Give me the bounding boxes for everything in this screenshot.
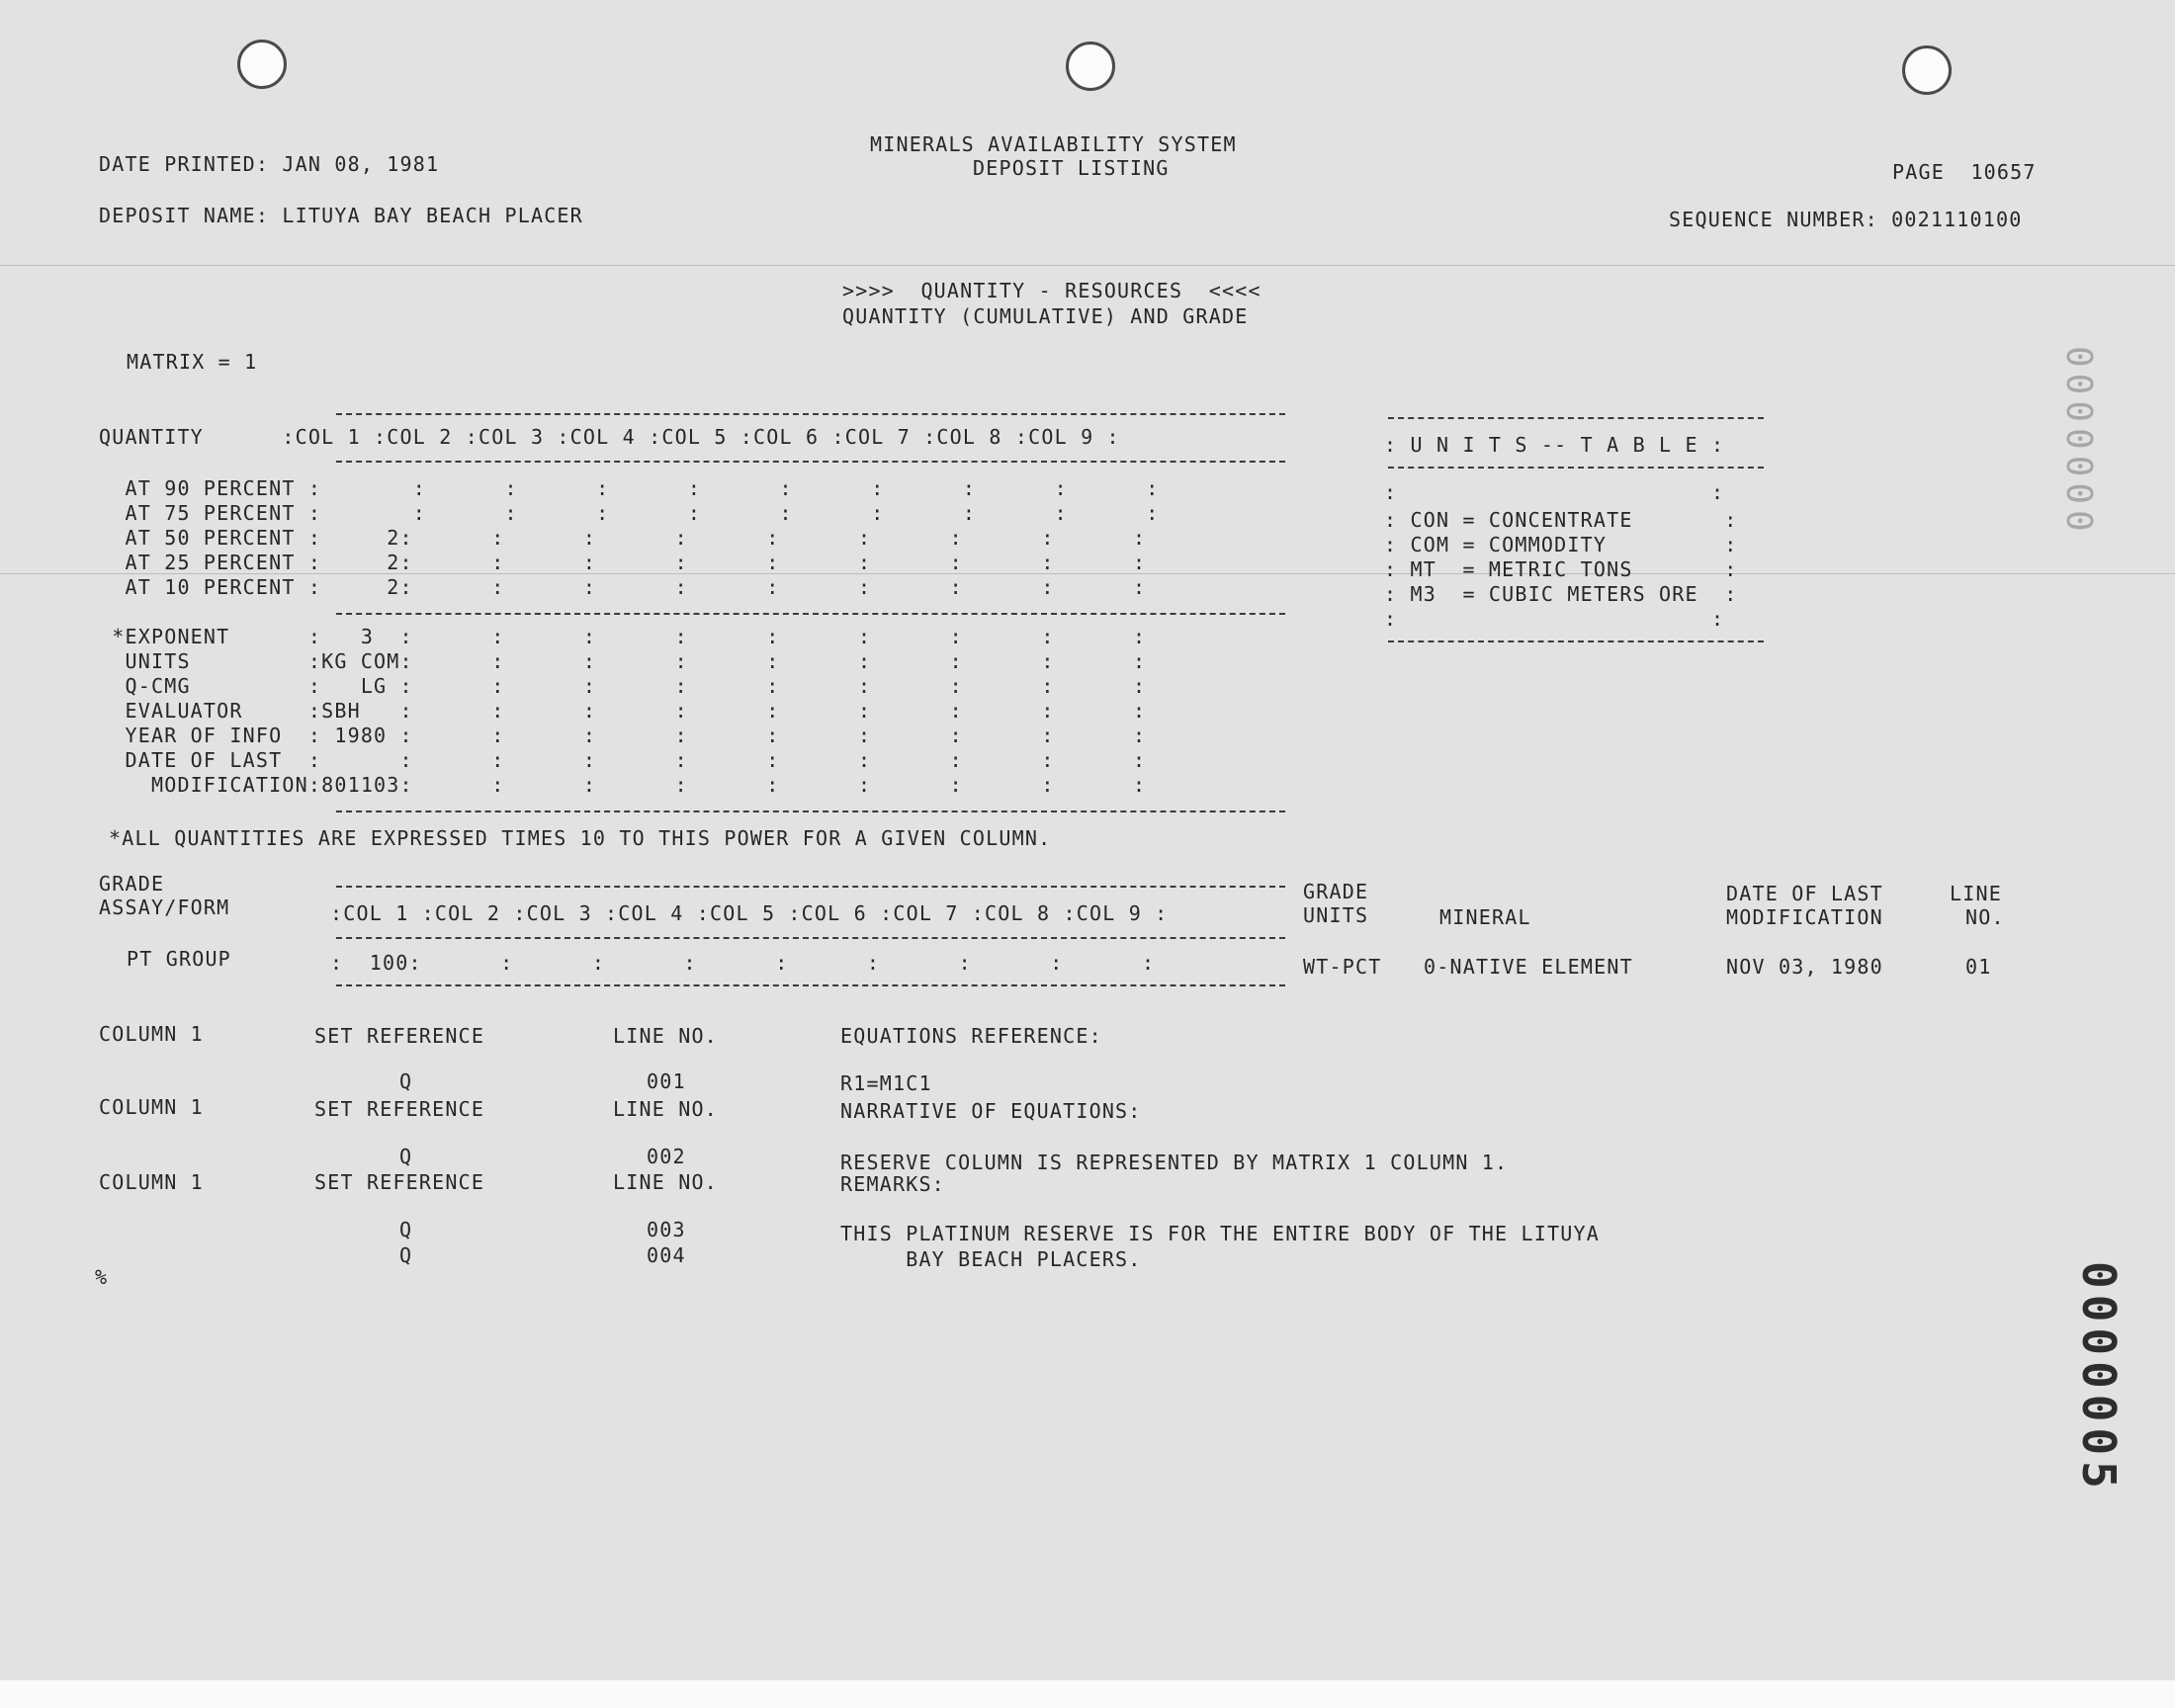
line-no-header: LINE [1950, 882, 2002, 905]
table-row: AT 75 PERCENT : : : : : : : : : : [99, 501, 1160, 525]
units-table-blank: : : [1384, 480, 1725, 504]
units-entry: : CON = CONCENTRATE : [1384, 508, 1738, 532]
end-mark: % [95, 1265, 109, 1289]
grade-header-row: :COL 1 :COL 2 :COL 3 :COL 4 :COL 5 :COL 6 :COL 7 :COL 8 :COL 9 : [330, 901, 1169, 925]
reference-q: Q [399, 1243, 413, 1267]
reference-set: SET REFERENCE [314, 1024, 485, 1048]
date-value: NOV 03, 1980 [1726, 955, 1883, 979]
reference-set: SET REFERENCE [314, 1170, 485, 1194]
table-row: DATE OF LAST : : : : : : : : : : [99, 748, 1147, 772]
matrix-label: MATRIX = 1 [127, 350, 258, 374]
reference-q: Q [399, 1069, 413, 1093]
date-last-mod-header: MODIFICATION [1726, 905, 1883, 929]
reference-line-no: LINE NO. [613, 1024, 718, 1048]
reference-column: COLUMN 1 [99, 1022, 204, 1046]
quantity-footnote: *ALL QUANTITIES ARE EXPRESSED TIMES 10 TO THIS POWER FOR A GIVEN COLUMN. [109, 826, 1052, 850]
reference-line-no: LINE NO. [613, 1170, 718, 1194]
table-row: AT 10 PERCENT : 2: : : : : : : : : [99, 575, 1147, 599]
line-no-value: 01 [1965, 955, 1992, 979]
units-entry: : MT = METRIC TONS : [1384, 557, 1738, 581]
scan-margin [0, 1680, 2175, 1708]
reference-q: Q [399, 1145, 413, 1168]
reference-column: COLUMN 1 [99, 1170, 204, 1194]
punch-hole-center [1066, 42, 1115, 91]
table-rule [336, 886, 1285, 888]
units-table-rule [1388, 417, 1764, 419]
table-row: YEAR OF INFO : 1980 : : : : : : : : : [99, 724, 1147, 747]
grade-row-label: PT GROUP [127, 947, 231, 971]
reference-text: THIS PLATINUM RESERVE IS FOR THE ENTIRE BODY OF THE LITUYA [840, 1222, 1600, 1245]
assay-form-label: ASSAY/FORM [99, 896, 230, 919]
reference-number: 004 [647, 1243, 686, 1267]
reference-heading: NARRATIVE OF EQUATIONS: [840, 1099, 1142, 1123]
units-table-rule [1388, 467, 1764, 469]
section-title: >>>> QUANTITY - RESOURCES <<<< [842, 279, 1262, 302]
punch-hole-right [1902, 45, 1952, 95]
grade-label: GRADE [99, 872, 165, 896]
reference-text: RESERVE COLUMN IS REPRESENTED BY MATRIX 1 COLUMN 1. [840, 1151, 1509, 1174]
table-row: AT 50 PERCENT : 2: : : : : : : : : [99, 526, 1147, 550]
mineral-header: MINERAL [1439, 905, 1531, 929]
punch-hole-left [237, 40, 287, 89]
table-row: UNITS :KG COM: : : : : : : : : [99, 649, 1147, 673]
table-rule [336, 937, 1285, 939]
reference-number: 001 [647, 1069, 686, 1093]
units-entry: : M3 = CUBIC METERS ORE : [1384, 582, 1738, 606]
date-printed: DATE PRINTED: JAN 08, 1981 [99, 152, 440, 176]
system-subtitle: DEPOSIT LISTING [973, 156, 1170, 180]
section-subtitle: QUANTITY (CUMULATIVE) AND GRADE [842, 304, 1249, 328]
table-rule [336, 984, 1285, 986]
reference-q: Q [399, 1218, 413, 1241]
units-table-blank: : : [1384, 607, 1725, 631]
reference-heading: EQUATIONS REFERENCE: [840, 1024, 1102, 1048]
reference-number: 003 [647, 1218, 686, 1241]
grade-row-cells: : 100: : : : : : : : : [330, 951, 1156, 975]
table-row: AT 25 PERCENT : 2: : : : : : : : : [99, 551, 1147, 574]
sequence-number: SEQUENCE NUMBER: 0021110100 [1669, 208, 2023, 231]
units-table-rule [1388, 640, 1764, 642]
date-last-mod-header: DATE OF LAST [1726, 882, 1883, 905]
mineral-value: 0-NATIVE ELEMENT [1424, 955, 1633, 979]
grade-units-header: UNITS [1303, 903, 1369, 927]
page-stamp: 0000005 [2072, 1261, 2126, 1494]
page-number: PAGE 10657 [1892, 160, 2037, 184]
units-table-title: : U N I T S -- T A B L E : [1384, 433, 1725, 457]
system-title: MINERALS AVAILABILITY SYSTEM [870, 132, 1237, 156]
line-no-header: NO. [1965, 905, 2005, 929]
reference-set: SET REFERENCE [314, 1097, 485, 1121]
fold-line [0, 265, 2175, 266]
table-row: MODIFICATION:801103: : : : : : : : : [99, 773, 1147, 797]
reference-number: 002 [647, 1145, 686, 1168]
units-entry: : COM = COMMODITY : [1384, 533, 1738, 556]
table-row: Q-CMG : LG : : : : : : : : : [99, 674, 1147, 698]
reference-heading: REMARKS: [840, 1172, 945, 1196]
grade-units-value: WT-PCT [1303, 955, 1382, 979]
table-rule [336, 413, 1285, 415]
table-rule [336, 461, 1285, 463]
deposit-name: DEPOSIT NAME: LITUYA BAY BEACH PLACER [99, 204, 583, 227]
grade-units-header: GRADE [1303, 880, 1369, 903]
table-row: EVALUATOR :SBH : : : : : : : : : [99, 699, 1147, 723]
quantity-header-row: QUANTITY :COL 1 :COL 2 :COL 3 :COL 4 :COL 5 :COL 6 :COL 7 :COL 8 :COL 9 : [99, 425, 1120, 449]
reference-line-no: LINE NO. [613, 1097, 718, 1121]
reference-text: BAY BEACH PLACERS. [840, 1247, 1142, 1271]
table-row: AT 90 PERCENT : : : : : : : : : : [99, 476, 1160, 500]
table-row: *EXPONENT : 3 : : : : : : : : : [99, 625, 1147, 648]
reference-text: R1=M1C1 [840, 1071, 932, 1095]
table-rule [336, 811, 1285, 812]
page-stamp-faint: 0000000 [2058, 346, 2099, 538]
table-rule [336, 613, 1285, 615]
reference-column: COLUMN 1 [99, 1095, 204, 1119]
